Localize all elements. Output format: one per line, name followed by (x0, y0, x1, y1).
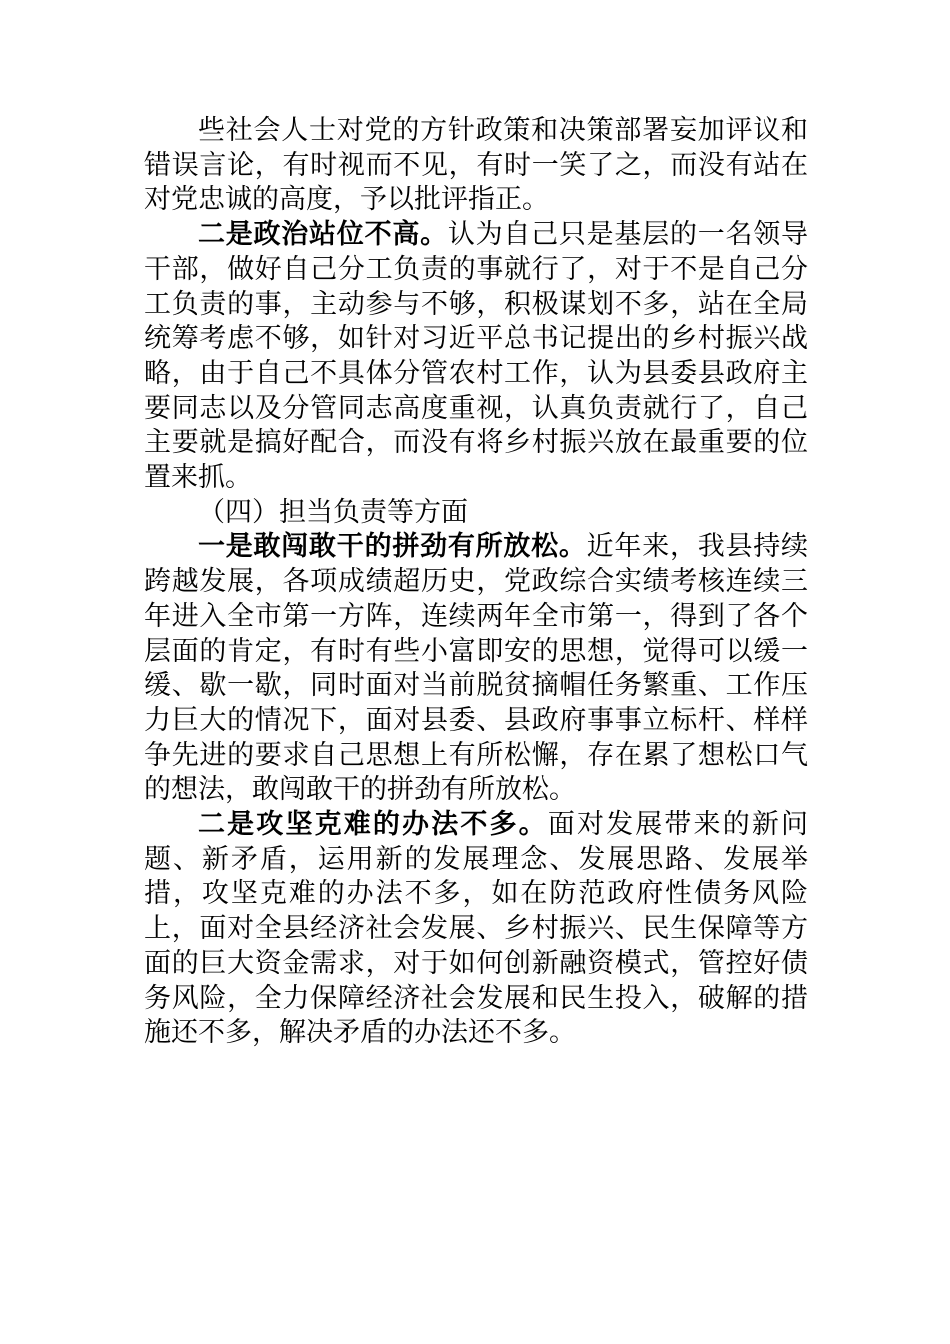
paragraph-4 (144, 530, 808, 808)
paragraph-2-text: 认为自己只是基层的一名领导干部，做好自己分工负责的事就行了，对于不是自己分工负责的事，主动参与不够，积极谋划不多，站在全局统筹考虑不够，如针对习近平总书记提出的乡村振兴战略，由于自己不具体分管农村工作，认为县委县政府主要同志以及分管同志高度重视，认真负责就行了，自己主要就是搞好配合，而没有将乡村振兴放在最重要的位置来抓。 (144, 219, 809, 494)
document-body (144, 114, 808, 1051)
paragraph-4-text: 近年来，我县持续跨越发展，各项成绩超历史，党政综合实绩考核连续三年进入全市第一方阵，连续两年全市第一，得到了各个层面的肯定，有时有些小富即安的思想，觉得可以缓一缓、歇一歇，同时面对当前脱贫摘帽任务繁重、工作压力巨大的情况下，面对县委、县政府事事立标杆、样样争先进的要求自己思想上有所松懈，存在累了想松口气的想法，敢闯敢干的拼劲有所放松。 (144, 531, 809, 806)
paragraph-5-heading: 二是攻坚克难的办法不多。 (198, 809, 548, 841)
section-heading-text: （四）担当负责等方面 (198, 496, 468, 528)
paragraph-2-heading: 二是政治站位不高。 (198, 219, 448, 251)
paragraph-1 (144, 114, 808, 218)
paragraph-5 (144, 808, 808, 1051)
section-heading (144, 496, 808, 531)
paragraph-1-text: 些社会人士对党的方针政策和决策部署妄加评议和错误言论，有时视而不见，有时一笑了之，而没有站在对党忠诚的高度，予以批评指正。 (144, 115, 808, 216)
paragraph-5-text: 面对发展带来的新问题、新矛盾，运用新的发展理念、发展思路、发展举措，攻坚克难的办法不多，如在防范政府性债务风险上，面对全县经济社会发展、乡村振兴、民生保障等方面的巨大资金需求，对于如何创新融资模式，管控好债务风险，全力保障经济社会发展和民生投入，破解的措施还不多，解决矛盾的办法还不多。 (144, 809, 809, 1049)
paragraph-2 (144, 218, 808, 496)
paragraph-4-heading: 一是敢闯敢干的拼劲有所放松。 (198, 531, 587, 563)
